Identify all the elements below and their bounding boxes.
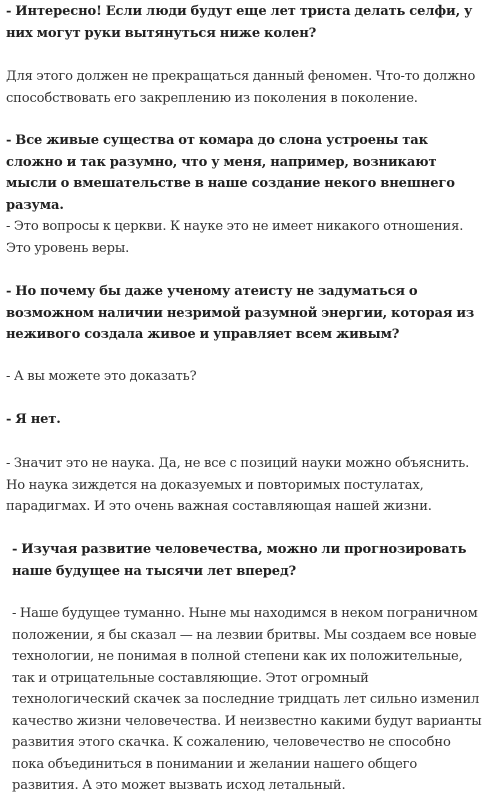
interview-question: - Все живые существа от комара до слона устроены так сложно и так разумно, что у меня, например, возникают мысли о вмешательстве в наше создание некого внешнего разума. — [6, 133, 455, 213]
interview-question: - Но почему бы даже ученому атеисту не задуматься о возможном наличии незримой разумной энергии, которая из неживого создала живое и управляет всем живым? — [6, 284, 475, 342]
interview-answer: Для этого должен не прекращаться данный феномен. Что-то должно способствовать его закреплению из поколения в поколение. — [6, 69, 476, 106]
interview-answer: - Значит это не наука. Да, не все с позиций науки можно объяснить. Но наука зиждется на доказуемых и повторимых постулатах, парадигмах. И это очень важная составляющая нашей жизни. — [6, 456, 470, 514]
interview-answer: - Это вопросы к церкви. К науке это не имеет никакого отношения. Это уровень веры. — [6, 219, 464, 256]
interview-answer: - Наше будущее туманно. Ныне мы находимся в неком пограничном положении, я бы сказал — на лезвии бритвы. Мы создаем все новые технологии, не понимая в полной степени как их положительные, так и отрицательные составляющие. Этот огромный технологический скачек за последние тридцать лет сильно изменил качество жизни человечества. И неизвестно какими будут варианты развития этого скачка. К сожалению, человечество не способно пока объединиться в понимании и желании нашего общего развития. А это может вызвать исход летальный. — [12, 606, 482, 793]
interview-answer: - А вы можете это доказать? — [6, 369, 197, 384]
interview-question: - Я нет. — [6, 412, 61, 427]
interview-question: - Интересно! Если люди будут еще лет триста делать селфи, у них могут руки вытянуться ниже колен? — [6, 4, 473, 41]
interview-question: - Изучая развитие человечества, можно ли прогнозировать наше будущее на тысячи лет вперед? — [12, 542, 467, 579]
